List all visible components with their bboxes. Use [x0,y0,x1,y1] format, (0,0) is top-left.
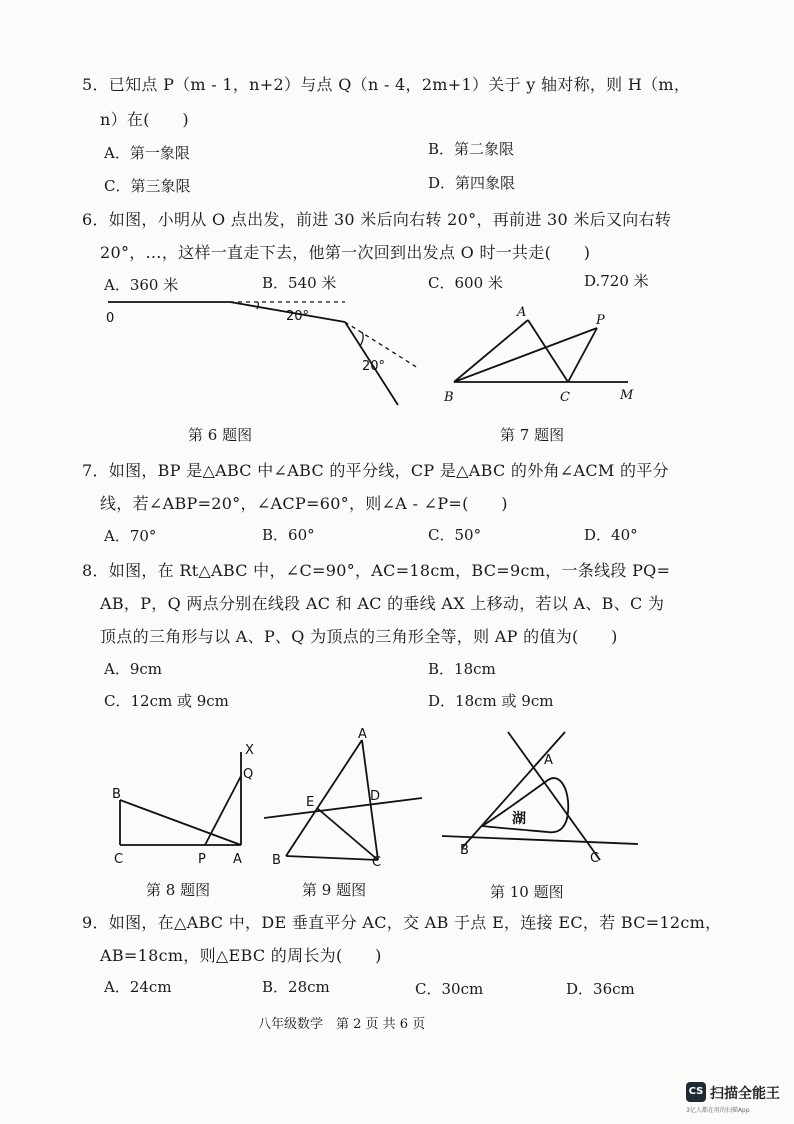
fig10-label-c: C [590,851,600,866]
figure-6-diagram [100,290,430,415]
fig8-label-a: A [233,852,242,867]
page-footer: 八年级数学 第 2 页 共 6 页 [258,1017,426,1032]
fig8-label-c: C [114,852,124,867]
q7-option-d: D．40° [584,526,638,544]
q6-option-a: A．360 米 [104,276,179,294]
q9-option-c: C．30cm [415,980,484,998]
q7-option-a: A．70° [104,527,157,545]
q8-option-d: D．18cm 或 9cm [428,692,554,710]
q7-stem-line2: 线，若∠ABP=20°，∠ACP=60°，则∠A - ∠P=( ) [100,494,508,513]
q8-option-c: C．12cm 或 9cm [104,692,229,710]
fig6-angle-2: 20° [362,359,386,374]
fig10-label-a: A [544,753,553,768]
q6-option-d: D.720 米 [584,272,649,290]
figure-6-caption: 第 6 题图 [188,426,253,444]
q6-stem-line1: 6．如图，小明从 O 点出发，前进 30 米后向右转 20°，再前进 30 米后又向右转 [82,210,672,229]
q8-stem-line2: AB，P，Q 两点分别在线段 AC 和 AC 的垂线 AX 上移动，若以 A、B、C 为 [100,594,665,613]
q7-option-b: B．60° [262,526,315,544]
figure-10-diagram [440,730,640,870]
fig7-label-p: P [596,313,605,328]
fig7-label-c: C [560,390,570,405]
q6-option-c: C．600 米 [428,274,503,292]
q6-stem-line2: 20°，…，这样一直走下去，他第一次回到出发点 O 时一共走( ) [100,243,591,262]
figure-9-diagram [262,728,432,868]
q9-option-d: D．36cm [566,980,635,998]
fig8-label-x: X [245,743,254,758]
q7-stem-line1: 7．如图，BP 是△ABC 中∠ABC 的平分线，CP 是△ABC 的外角∠ACM 的平分 [82,461,669,480]
q5-option-c: C．第三象限 [104,177,191,195]
q6-option-b: B．540 米 [262,274,337,292]
fig9-label-a: A [358,727,367,742]
scanner-watermark [686,1082,786,1118]
fig9-label-b: B [272,853,281,868]
scanner-logo-icon: CS [686,1082,706,1102]
q5-option-a: A．第一象限 [104,144,190,162]
figure-8-diagram [108,740,268,868]
q9-stem-line1: 9．如图，在△ABC 中，DE 垂直平分 AC，交 AB 于点 E，连接 EC，若 BC=12cm， [82,913,722,932]
fig6-label-o: 0 [106,311,115,326]
fig10-label-b: B [460,843,469,858]
q5-stem-line2: n）在( ) [100,110,189,129]
q8-stem-line3: 顶点的三角形与以 A、P、Q 为顶点的三角形全等，则 AP 的值为( ) [100,627,618,646]
q5-stem-line1: 5．已知点 P（m - 1，n+2）与点 Q（n - 4，2m+1）关于 y 轴对称，则 H（m， [82,75,691,94]
q9-option-a: A．24cm [104,978,172,996]
figure-8-caption: 第 8 题图 [146,881,211,899]
q5-option-d: D．第四象限 [428,174,516,192]
fig8-label-q: Q [243,767,254,782]
fig10-lake-label: 湖 [512,811,526,827]
scanner-slogan: 3亿人都在用的扫描App [686,1107,750,1114]
figure-10-caption: 第 10 题图 [490,883,564,901]
q5-option-b: B．第二象限 [428,140,515,158]
figure-9-caption: 第 9 题图 [302,881,367,899]
fig8-label-b: B [112,787,121,802]
figure-7-caption: 第 7 题图 [500,426,565,444]
scanner-app-name: 扫描全能王 [710,1086,780,1102]
q9-option-b: B．28cm [262,978,330,996]
q7-option-c: C．50° [428,526,482,544]
fig7-label-m: M [620,388,634,403]
fig9-label-c: C [372,855,382,870]
fig7-label-b: B [444,390,454,405]
fig6-angle-1: 20° [286,309,310,324]
fig9-label-d: D [370,789,381,804]
fig8-label-p: P [198,852,206,867]
q9-stem-line2: AB=18cm，则△EBC 的周长为( ) [100,946,382,965]
fig9-label-e: E [306,795,315,810]
figure-7-diagram [440,300,640,405]
q8-option-a: A．9cm [104,660,163,678]
q8-option-b: B．18cm [428,660,496,678]
q8-stem-line1: 8．如图，在 Rt△ABC 中，∠C=90°，AC=18cm，BC=9cm，一条线段 PQ= [82,561,671,580]
fig7-label-a: A [517,305,527,320]
